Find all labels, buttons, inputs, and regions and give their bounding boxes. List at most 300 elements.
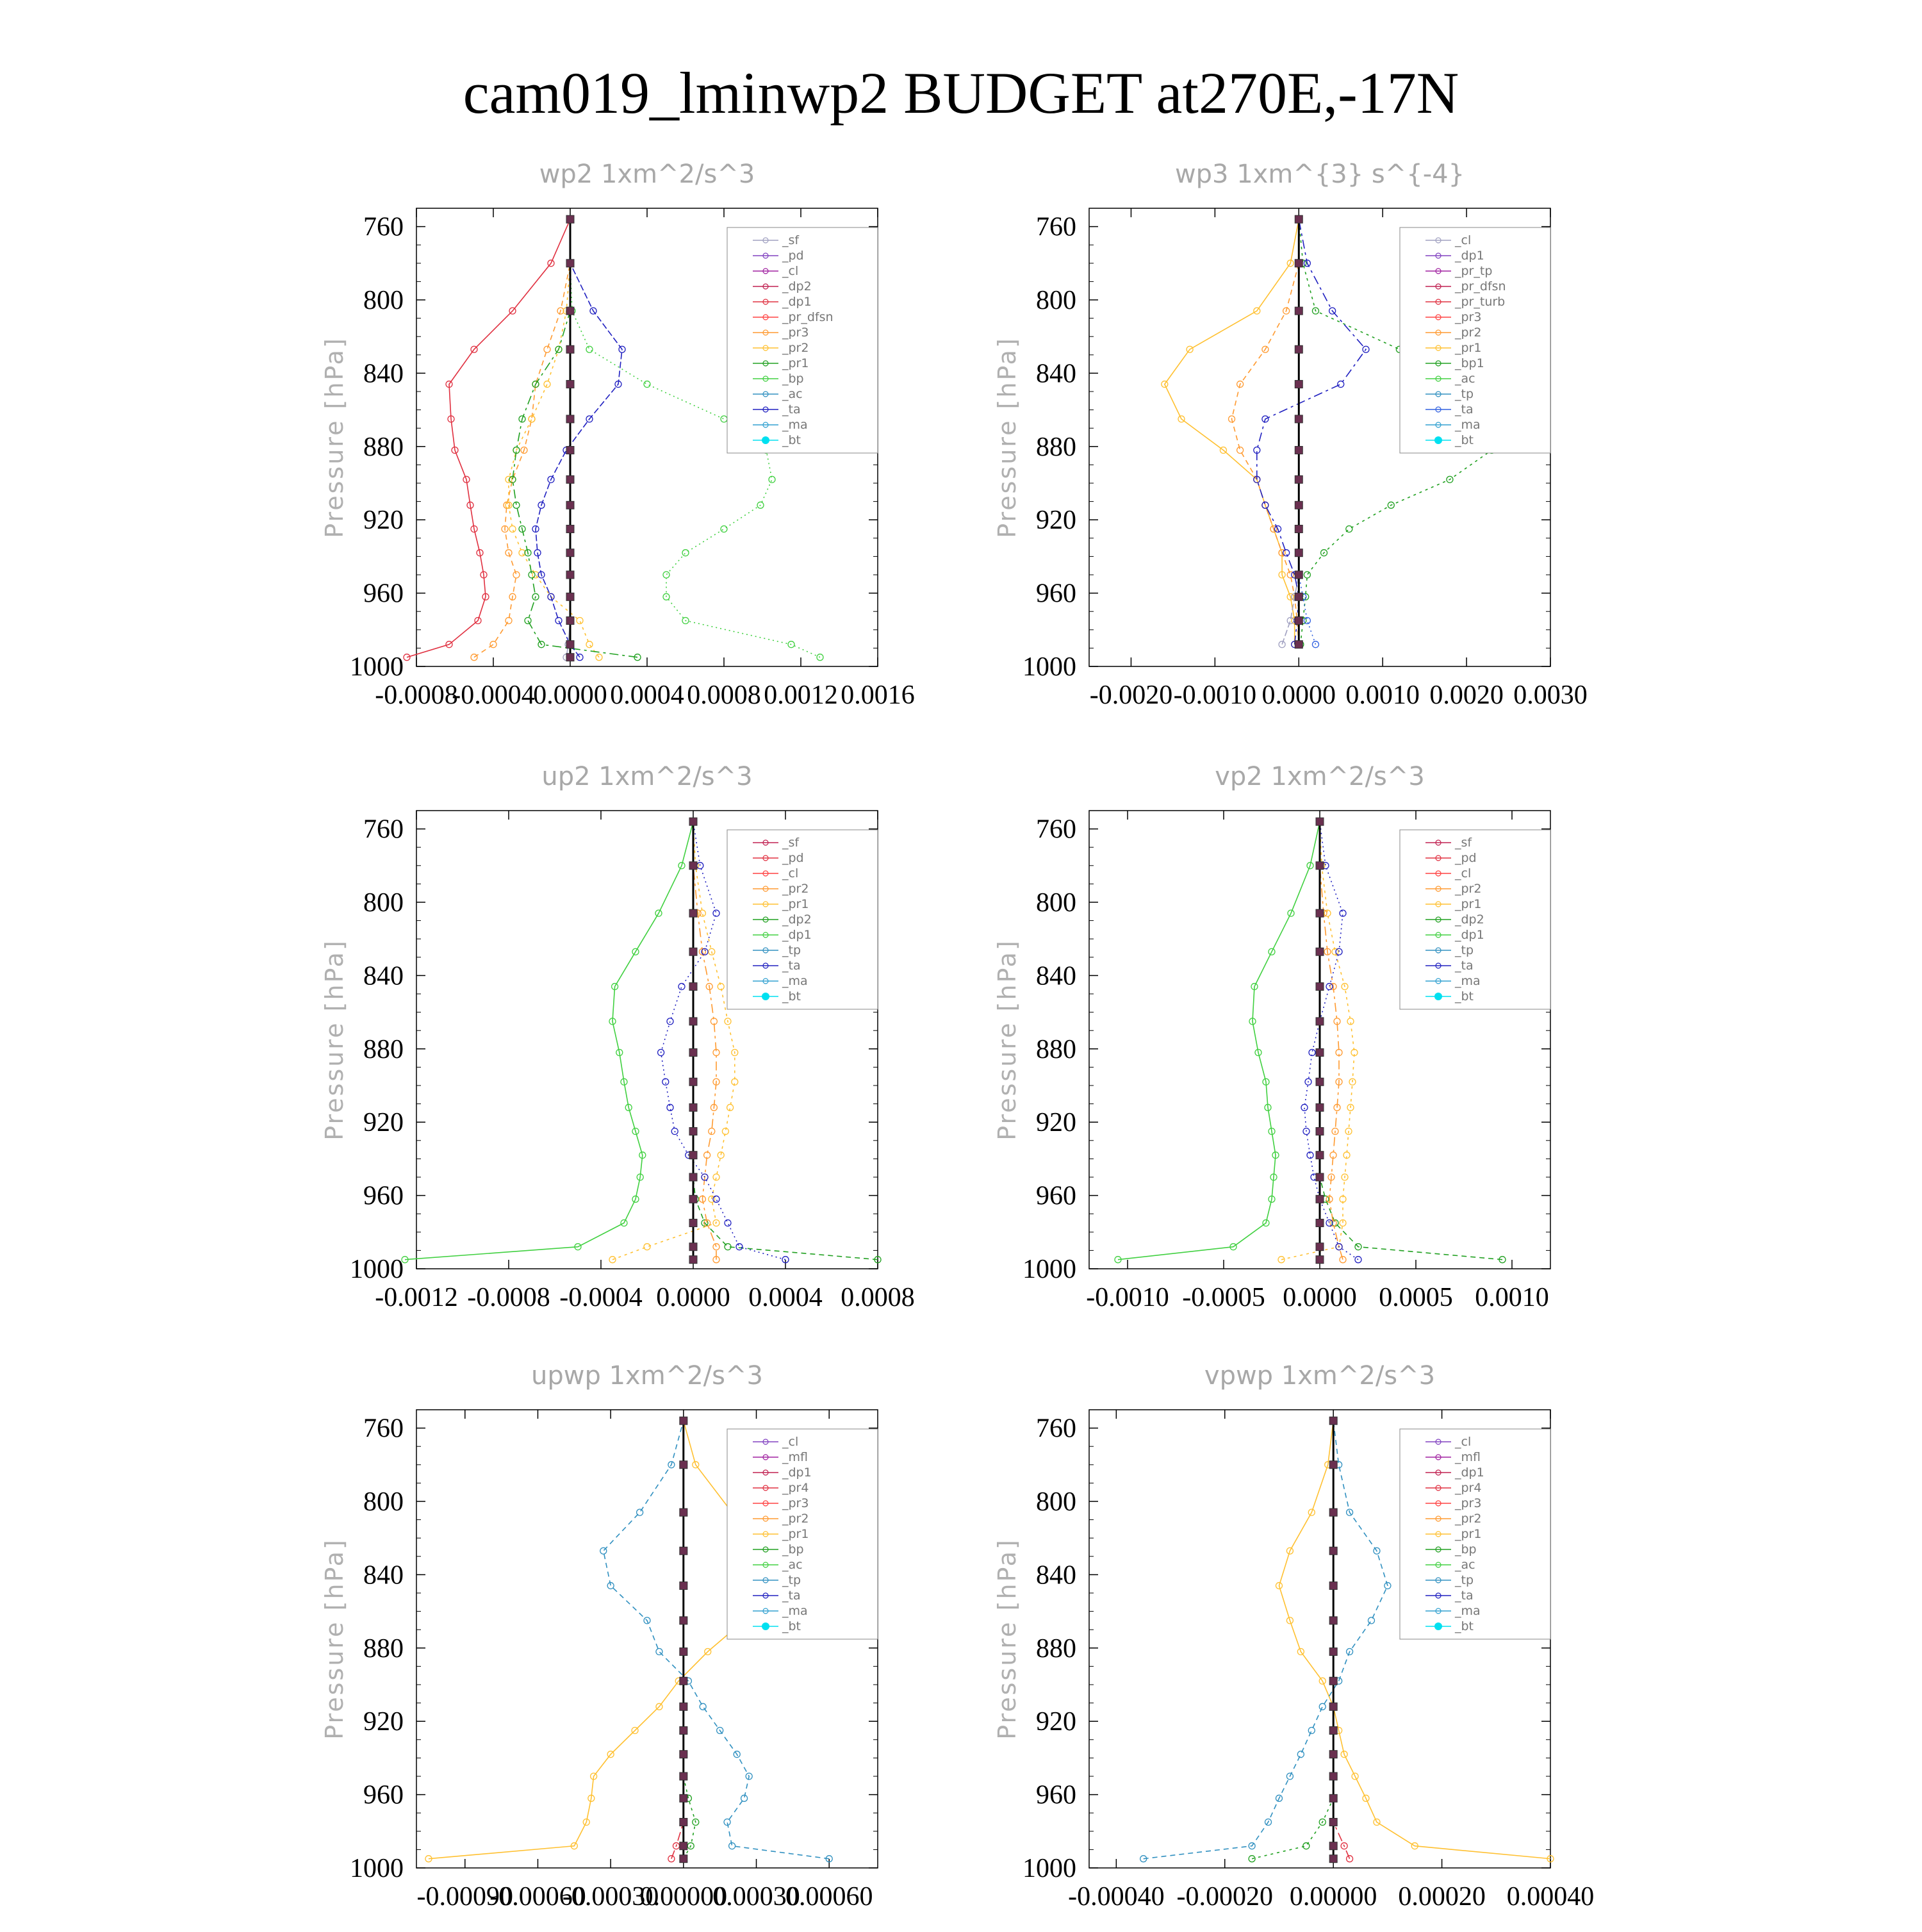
y-tick-label: 880 bbox=[1036, 1633, 1076, 1664]
chart-svg bbox=[980, 1355, 1595, 1932]
series-point bbox=[713, 910, 719, 916]
legend-label: _pr1 bbox=[782, 356, 809, 370]
chart-svg bbox=[980, 756, 1589, 1333]
series-point bbox=[1295, 501, 1302, 509]
legend-label: _ma bbox=[782, 1604, 808, 1618]
series-point bbox=[566, 617, 574, 625]
legend-label: _cl bbox=[1455, 866, 1472, 880]
x-tick-label: 0.0012 bbox=[764, 681, 838, 710]
legend-label: _ta bbox=[1455, 402, 1474, 417]
legend-marker bbox=[762, 993, 769, 1000]
legend-label: _pr3 bbox=[1455, 310, 1482, 324]
series-point bbox=[566, 501, 574, 509]
x-tick-label: -0.0008 bbox=[467, 1283, 550, 1312]
series-point bbox=[663, 572, 669, 578]
legend-label: _ac bbox=[1455, 1558, 1475, 1572]
x-tick-label: 0.0000 bbox=[533, 681, 607, 710]
series-line bbox=[671, 1421, 684, 1859]
y-tick-label: 920 bbox=[1036, 506, 1076, 536]
series-point bbox=[1308, 1728, 1315, 1734]
y-tick-label: 800 bbox=[1036, 888, 1076, 918]
series-line bbox=[536, 219, 622, 657]
legend-label: _ta bbox=[782, 1589, 801, 1603]
series-point bbox=[1316, 1078, 1324, 1086]
series-point bbox=[680, 1819, 687, 1826]
panel-wp2 bbox=[308, 154, 916, 731]
legend-label: _dp1 bbox=[782, 295, 812, 309]
series-line bbox=[1144, 1421, 1388, 1859]
series-point bbox=[566, 381, 574, 388]
legend-label: _bp1 bbox=[1455, 356, 1484, 370]
series-point bbox=[1295, 447, 1302, 454]
series-point bbox=[680, 1727, 687, 1735]
x-tick-label: 0.00060 bbox=[785, 1882, 873, 1911]
series-point bbox=[1316, 818, 1324, 825]
series-point bbox=[689, 1243, 697, 1251]
series-point bbox=[1368, 1617, 1374, 1624]
legend-label: _dp1 bbox=[1455, 928, 1484, 942]
legend-label: _tp bbox=[782, 1573, 801, 1587]
legend-label: _cl bbox=[782, 264, 799, 278]
series-point bbox=[662, 1078, 669, 1085]
y-tick-label: 800 bbox=[1036, 286, 1076, 315]
y-axis-label: Pressure [hPa] bbox=[993, 939, 1021, 1141]
legend-label: _ta bbox=[782, 402, 801, 417]
legend-marker bbox=[1434, 1622, 1442, 1630]
legend-label: _pr2 bbox=[1455, 882, 1482, 896]
series-point bbox=[680, 1648, 687, 1656]
series-point bbox=[566, 654, 574, 661]
series-point bbox=[1316, 862, 1324, 870]
series-line bbox=[1320, 822, 1343, 1260]
series-line bbox=[1252, 1421, 1333, 1859]
y-tick-label: 1000 bbox=[350, 1854, 404, 1883]
x-tick-label: 0.0010 bbox=[1345, 681, 1420, 710]
legend-label: _pr1 bbox=[1455, 341, 1482, 355]
y-tick-label: 880 bbox=[1036, 1034, 1076, 1064]
panel-title: wp3 1xm^{3} s^{-4} bbox=[1174, 160, 1465, 189]
series-point bbox=[725, 1220, 731, 1226]
series-line bbox=[612, 822, 735, 1260]
legend-label: _pr3 bbox=[1455, 1496, 1482, 1510]
x-tick-label: 0.0000 bbox=[1283, 1283, 1357, 1312]
series-point bbox=[586, 641, 593, 648]
legend-label: _ta bbox=[1455, 959, 1474, 973]
y-tick-label: 760 bbox=[1036, 212, 1076, 242]
series-point bbox=[721, 416, 727, 422]
series-point bbox=[680, 1751, 687, 1758]
panel-title: wp2 1xm^2/s^3 bbox=[539, 160, 755, 189]
series-point bbox=[1316, 948, 1324, 955]
series-point bbox=[721, 526, 727, 533]
legend-label: _pr4 bbox=[782, 1481, 809, 1495]
panel-wp3 bbox=[980, 154, 1589, 731]
series-point bbox=[525, 618, 531, 624]
series-point bbox=[1329, 1772, 1337, 1780]
y-tick-label: 880 bbox=[363, 1633, 404, 1664]
series-point bbox=[1316, 1173, 1324, 1181]
y-tick-label: 960 bbox=[1036, 579, 1076, 609]
x-tick-label: 0.0000 bbox=[1261, 681, 1336, 710]
series-line bbox=[1257, 219, 1366, 645]
series-line bbox=[1304, 822, 1358, 1260]
series-point bbox=[1326, 984, 1333, 990]
legend-label: _pr1 bbox=[1455, 897, 1482, 911]
y-tick-label: 1000 bbox=[350, 1255, 404, 1284]
x-tick-label: -0.0010 bbox=[1086, 1283, 1169, 1312]
series-point bbox=[566, 215, 574, 223]
series-point bbox=[509, 526, 516, 533]
panel-upwp bbox=[308, 1355, 916, 1932]
series-point bbox=[680, 1842, 687, 1850]
series-point bbox=[1295, 617, 1302, 625]
y-tick-label: 1000 bbox=[1023, 1854, 1076, 1883]
chart-svg bbox=[308, 756, 916, 1333]
series-line bbox=[429, 1421, 769, 1859]
y-tick-label: 760 bbox=[363, 212, 404, 242]
y-tick-label: 840 bbox=[1036, 1560, 1076, 1590]
chart-svg bbox=[308, 1355, 916, 1932]
series-point bbox=[668, 1856, 675, 1862]
y-tick-label: 840 bbox=[363, 961, 404, 991]
legend-label: _pr2 bbox=[1455, 326, 1482, 340]
y-tick-label: 1000 bbox=[1023, 1255, 1076, 1284]
x-tick-label: 0.00040 bbox=[1506, 1882, 1595, 1911]
series-point bbox=[689, 909, 697, 917]
legend-label: _sf bbox=[1455, 836, 1472, 850]
legend-label: _ma bbox=[1455, 418, 1481, 432]
series-point bbox=[566, 593, 574, 600]
legend-label: _ma bbox=[782, 418, 808, 432]
series-point bbox=[667, 1018, 673, 1025]
legend-label: _ma bbox=[782, 974, 808, 988]
series-point bbox=[682, 550, 689, 556]
series-point bbox=[700, 1703, 706, 1710]
series-point bbox=[680, 1547, 687, 1555]
legend-label: _dp2 bbox=[782, 912, 812, 927]
panel-title: vpwp 1xm^2/s^3 bbox=[1204, 1361, 1436, 1391]
series-point bbox=[1329, 1677, 1337, 1685]
series-line bbox=[509, 219, 599, 657]
series-line bbox=[684, 1421, 696, 1859]
series-point bbox=[1329, 1855, 1337, 1863]
legend-label: _bt bbox=[782, 1619, 801, 1633]
legend-marker bbox=[1434, 436, 1442, 444]
series-point bbox=[644, 1244, 650, 1250]
series-point bbox=[566, 260, 574, 267]
legend-label: _dp1 bbox=[1455, 1466, 1484, 1480]
series-point bbox=[1329, 1417, 1337, 1424]
series-line bbox=[407, 219, 570, 657]
x-tick-label: 0.0030 bbox=[1513, 681, 1588, 710]
legend-label: _tp bbox=[1455, 943, 1474, 957]
x-tick-label: -0.00090 bbox=[416, 1882, 514, 1911]
series-line bbox=[1281, 822, 1354, 1260]
x-tick-label: 0.00030 bbox=[712, 1882, 800, 1911]
legend-label: _pd bbox=[1455, 851, 1477, 865]
x-tick-label: -0.0005 bbox=[1182, 1283, 1265, 1312]
x-tick-label: -0.0020 bbox=[1089, 681, 1173, 710]
legend-label: _mfl bbox=[1455, 1450, 1481, 1464]
x-tick-label: 0.0005 bbox=[1379, 1283, 1453, 1312]
series-point bbox=[566, 307, 574, 315]
legend-label: _ac bbox=[1455, 372, 1475, 386]
x-tick-label: -0.00060 bbox=[489, 1882, 586, 1911]
series-point bbox=[1295, 381, 1302, 388]
series-point bbox=[689, 1078, 697, 1086]
series-point bbox=[586, 346, 593, 352]
series-point bbox=[1295, 415, 1302, 423]
series-point bbox=[680, 1617, 687, 1624]
series-point bbox=[1316, 1256, 1324, 1264]
legend-label: _pr_tp bbox=[1455, 264, 1493, 278]
series-point bbox=[689, 983, 697, 991]
series-point bbox=[680, 1703, 687, 1710]
series-point bbox=[1295, 571, 1302, 579]
series-point bbox=[1329, 1547, 1337, 1555]
legend-label: _pr2 bbox=[782, 341, 809, 355]
legend-label: _pr3 bbox=[782, 326, 809, 340]
legend-label: _pr2 bbox=[782, 882, 809, 896]
series-point bbox=[1295, 641, 1302, 648]
series-point bbox=[680, 1855, 687, 1863]
y-tick-label: 920 bbox=[363, 1707, 404, 1737]
y-tick-label: 840 bbox=[1036, 359, 1076, 389]
x-tick-label: -0.0004 bbox=[452, 681, 535, 710]
series-point bbox=[1316, 1018, 1324, 1025]
series-point bbox=[1295, 345, 1302, 353]
series-point bbox=[566, 525, 574, 533]
series-point bbox=[1316, 1103, 1324, 1111]
series-line bbox=[1165, 219, 1299, 645]
y-tick-label: 760 bbox=[1036, 814, 1076, 845]
legend-label: _pd bbox=[782, 851, 804, 865]
legend-label: _dp2 bbox=[1455, 912, 1484, 927]
legend-label: _mfl bbox=[782, 1450, 808, 1464]
legend-label: _pr1 bbox=[1455, 1527, 1482, 1541]
y-tick-label: 800 bbox=[363, 888, 404, 918]
legend-label: _tp bbox=[1455, 387, 1474, 401]
series-point bbox=[1304, 572, 1310, 578]
legend-label: _tp bbox=[782, 943, 801, 957]
legend-label: _dp1 bbox=[782, 1466, 812, 1480]
legend-label: _ac bbox=[782, 1558, 803, 1572]
series-point bbox=[566, 475, 574, 483]
y-tick-label: 840 bbox=[1036, 961, 1076, 991]
y-tick-label: 760 bbox=[363, 814, 404, 845]
legend-label: _pr_turb bbox=[1455, 295, 1506, 309]
chart-svg bbox=[308, 154, 916, 731]
y-tick-label: 920 bbox=[363, 506, 404, 536]
legend-label: _pr1 bbox=[782, 897, 809, 911]
series-point bbox=[1329, 1582, 1337, 1590]
legend-label: _ta bbox=[1455, 1589, 1474, 1603]
legend-label: _pr1 bbox=[782, 1527, 809, 1541]
legend-label: _ma bbox=[1455, 1604, 1481, 1618]
series-point bbox=[1297, 1751, 1304, 1758]
series-point bbox=[713, 1196, 719, 1202]
series-point bbox=[566, 345, 574, 353]
series-point bbox=[566, 571, 574, 579]
legend-label: _sf bbox=[782, 233, 800, 247]
legend-label: _bt bbox=[1455, 433, 1474, 447]
y-axis-label: Pressure [hPa] bbox=[320, 336, 349, 538]
panel-title: vp2 1xm^2/s^3 bbox=[1215, 762, 1425, 791]
panel-vpwp bbox=[980, 1355, 1595, 1932]
legend-label: _bt bbox=[1455, 1619, 1474, 1633]
series-point bbox=[1329, 1842, 1337, 1850]
legend-label: _dp2 bbox=[782, 279, 812, 293]
legend-label: _cl bbox=[782, 866, 799, 880]
series-point bbox=[1329, 1648, 1337, 1656]
y-tick-label: 800 bbox=[363, 286, 404, 315]
y-tick-label: 920 bbox=[1036, 1108, 1076, 1138]
legend-label: _pr2 bbox=[782, 1512, 809, 1526]
series-point bbox=[689, 1152, 697, 1159]
x-tick-label: 0.0008 bbox=[687, 681, 761, 710]
y-tick-label: 880 bbox=[1036, 432, 1076, 462]
series-point bbox=[505, 618, 512, 624]
series-point bbox=[1329, 1617, 1337, 1624]
series-line bbox=[1232, 219, 1299, 645]
x-tick-label: 0.0000 bbox=[656, 1283, 730, 1312]
series-point bbox=[680, 1794, 687, 1802]
panel-title: upwp 1xm^2/s^3 bbox=[531, 1361, 763, 1391]
series-point bbox=[689, 1049, 697, 1057]
legend-marker bbox=[762, 1622, 769, 1630]
x-tick-label: 0.0010 bbox=[1475, 1283, 1549, 1312]
panel-title: up2 1xm^2/s^3 bbox=[541, 762, 753, 791]
y-tick-label: 960 bbox=[1036, 1181, 1076, 1211]
series-point bbox=[1301, 1104, 1308, 1110]
series-point bbox=[1295, 525, 1302, 533]
series-point bbox=[1316, 983, 1324, 991]
series-point bbox=[1295, 549, 1302, 557]
legend-label: _bt bbox=[782, 989, 801, 1003]
y-tick-label: 840 bbox=[363, 359, 404, 389]
x-tick-label: -0.0010 bbox=[1173, 681, 1257, 710]
y-tick-label: 800 bbox=[363, 1487, 404, 1517]
series-point bbox=[1295, 475, 1302, 483]
x-tick-label: -0.00020 bbox=[1176, 1882, 1274, 1911]
series-point bbox=[1329, 1751, 1337, 1758]
series-point bbox=[689, 948, 697, 955]
series-point bbox=[555, 618, 562, 624]
series-point bbox=[1329, 1508, 1337, 1516]
legend-label: _pr4 bbox=[1455, 1481, 1482, 1495]
series-point bbox=[566, 549, 574, 557]
x-tick-label: -0.0004 bbox=[559, 1283, 643, 1312]
series-point bbox=[577, 618, 583, 624]
series-point bbox=[1329, 1819, 1337, 1826]
legend-label: _pr_dfsn bbox=[1455, 279, 1506, 293]
series-point bbox=[689, 1173, 697, 1181]
y-tick-label: 760 bbox=[1036, 1414, 1076, 1444]
series-point bbox=[689, 1195, 697, 1203]
y-axis-label: Pressure [hPa] bbox=[320, 1538, 349, 1740]
series-point bbox=[680, 1417, 687, 1424]
y-tick-label: 960 bbox=[363, 1181, 404, 1211]
series-point bbox=[689, 818, 697, 825]
series-point bbox=[544, 346, 550, 352]
legend-label: _pr_dfsn bbox=[782, 310, 834, 324]
legend-label: _dp1 bbox=[1455, 249, 1484, 263]
legend-label: _tp bbox=[1455, 1573, 1474, 1587]
x-tick-label: 0.00000 bbox=[639, 1882, 728, 1911]
legend-label: _bt bbox=[782, 433, 801, 447]
series-point bbox=[689, 1103, 697, 1111]
panel-vp2 bbox=[980, 756, 1589, 1333]
y-tick-label: 1000 bbox=[350, 652, 404, 682]
y-tick-label: 960 bbox=[363, 579, 404, 609]
legend-label: _cl bbox=[1455, 233, 1472, 247]
series-point bbox=[1295, 260, 1302, 267]
series-point bbox=[1316, 1128, 1324, 1135]
series-point bbox=[689, 1128, 697, 1135]
legend-label: _ac bbox=[782, 387, 803, 401]
series-point bbox=[1295, 307, 1302, 315]
series-point bbox=[689, 1256, 697, 1264]
y-tick-label: 760 bbox=[363, 1414, 404, 1444]
series-point bbox=[656, 1649, 662, 1655]
series-line bbox=[405, 822, 693, 1260]
series-point bbox=[1316, 909, 1324, 917]
series-point bbox=[1303, 1843, 1310, 1849]
series-point bbox=[566, 641, 574, 648]
legend-label: _cl bbox=[782, 1435, 799, 1449]
chart-svg bbox=[980, 154, 1589, 731]
y-tick-label: 880 bbox=[363, 432, 404, 462]
x-tick-label: 0.0004 bbox=[610, 681, 684, 710]
series-point bbox=[566, 447, 574, 454]
series-point bbox=[1316, 1219, 1324, 1227]
x-tick-label: 0.00000 bbox=[1289, 1882, 1377, 1911]
x-tick-label: 0.0016 bbox=[841, 681, 915, 710]
y-tick-label: 920 bbox=[1036, 1707, 1076, 1737]
legend-label: _bp bbox=[782, 372, 804, 386]
y-axis-label: Pressure [hPa] bbox=[320, 939, 349, 1141]
series-point bbox=[680, 1461, 687, 1469]
series-point bbox=[1316, 1049, 1324, 1057]
x-tick-label: -0.0008 bbox=[375, 681, 458, 710]
series-point bbox=[1237, 447, 1244, 454]
y-axis-label: Pressure [hPa] bbox=[993, 1538, 1021, 1740]
x-tick-label: -0.00030 bbox=[562, 1882, 659, 1911]
x-tick-label: 0.0020 bbox=[1429, 681, 1504, 710]
series-point bbox=[1338, 381, 1344, 388]
legend-marker bbox=[762, 436, 769, 444]
series-line bbox=[1118, 822, 1320, 1260]
figure-title: cam019_lminwp2 BUDGET at270E,-17N bbox=[463, 60, 1459, 126]
series-point bbox=[1295, 215, 1302, 223]
legend-label: _dp1 bbox=[782, 928, 812, 942]
x-tick-label: 0.0004 bbox=[748, 1283, 823, 1312]
series-point bbox=[1346, 526, 1352, 533]
series-point bbox=[637, 1509, 643, 1515]
series-point bbox=[736, 1244, 743, 1250]
series-point bbox=[680, 1772, 687, 1780]
y-tick-label: 960 bbox=[1036, 1780, 1076, 1810]
series-point bbox=[689, 1018, 697, 1025]
x-tick-label: 0.00020 bbox=[1398, 1882, 1486, 1911]
series-point bbox=[1316, 1152, 1324, 1159]
legend-label: _pr3 bbox=[782, 1496, 809, 1510]
series-point bbox=[566, 415, 574, 423]
series-point bbox=[678, 984, 685, 990]
legend-label: _bt bbox=[1455, 989, 1474, 1003]
series-point bbox=[1329, 1461, 1337, 1469]
series-point bbox=[680, 1508, 687, 1516]
